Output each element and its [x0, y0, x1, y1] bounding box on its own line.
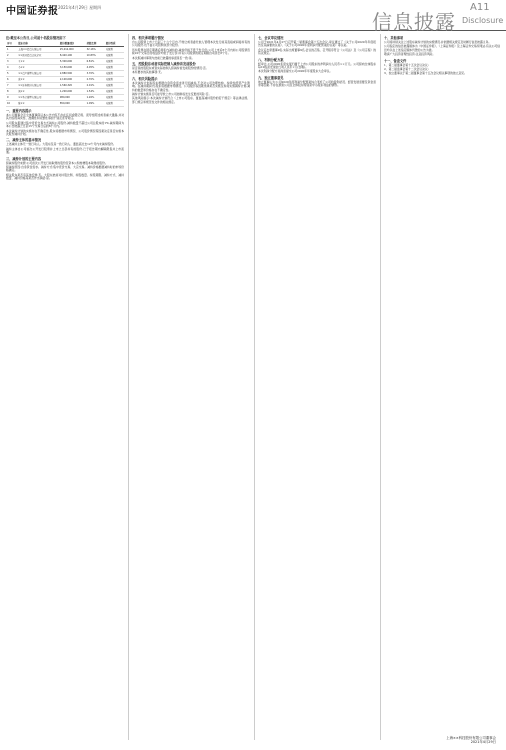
table-row — [6, 101, 124, 107]
table-header-cell: 股份性质 — [105, 41, 124, 47]
table-cell: 6 — [6, 77, 17, 83]
table-cell: 2.70% — [86, 77, 105, 83]
section-heading: 五、控股股东或者实际控制人减持首发前股份 — [132, 62, 196, 67]
body-paragraph: 2、第二届监事会第十二次会议决议; — [384, 67, 429, 72]
table-cell: 3 — [6, 59, 17, 65]
body-paragraph: 敬请广大投资者理性投资,注意投资风险。 — [384, 52, 436, 57]
body-paragraph: 减持计划实施是否可能导致上市公司控制权发生变更的风险:否。 — [132, 92, 212, 97]
table-cell: 5 — [6, 71, 17, 77]
table-header-cell: 股份数量(股) — [59, 41, 86, 47]
body-paragraph: 自公司股票上市之日起三十六个月内,不转让或者委托他人管理本次发行前其直接或间接持有的公司股份,也不由公司回购该部分股份。 — [132, 40, 250, 48]
table-cell: 无限售 — [105, 77, 124, 83]
body-paragraph: 独立董事认为:公司2020年度利润分配预案综合考虑了公司的盈利状况、经营发展需要及资金需求等因素,不存在损害公司及全体股东特别是中小股东利益的情形。 — [258, 79, 376, 88]
table-cell: 2,880,500 — [59, 71, 86, 77]
body-paragraph: 本次减持计划系股东根据自身资金需求进行的减持,不会对公司治理结构、持续性经营产生影响。在减持期间内,股东将根据市场情况、公司股价等因素选择是否实施及如何实施减持计划,减持的数量和价格存在不确定性。 — [132, 80, 250, 92]
table-cell: 无限售 — [105, 89, 124, 95]
table-cell: 4.05% — [86, 65, 105, 71]
table-cell: 无限售 — [105, 47, 124, 53]
body-paragraph: 会议应出席董事9名,实际出席董事9名,会议的召集、召开程序符合《公司法》及《公司章程》的有关规定。 — [258, 47, 376, 56]
body-paragraph: 公司指定的信息披露媒体为《中国证券报》、《上海证券报》及上海证券交易所网站,有关公司信息均以在上述指定媒体刊登的公告为准。 — [384, 44, 500, 52]
section-heading: 十、其他事项 — [384, 36, 404, 40]
body-paragraph: 拟减持股份来源:公司首次公开发行前取得的股份及资本公积转增股本取得的股份。 — [6, 160, 108, 165]
table-cell: 3.70% — [86, 71, 105, 77]
section-heading: 六、相关风险提示 — [132, 76, 158, 81]
table-cell: 9 — [6, 95, 17, 101]
table-cell: 刘×× — [17, 89, 59, 95]
body-paragraph: 1、第二届董事会第十五次会议决议; — [384, 62, 429, 67]
column-divider — [380, 34, 381, 740]
table-cell: 无限售 — [105, 53, 124, 59]
table-cell: 4 — [6, 65, 17, 71]
table-cell: 32.16% — [86, 47, 105, 53]
body-paragraph: 其他风险提示:本次减持计划符合《上市公司股东、董监高减持股份的若干规定》等法律法规、部门规章和规范性文件的相关规定。 — [132, 96, 250, 104]
column-3-text — [258, 36, 376, 88]
table-cell: 1.26% — [86, 95, 105, 101]
table-cell: 850,000 — [59, 101, 86, 107]
shareholder-table — [6, 41, 124, 107]
table-title: 注:截至本公告日,公司前十名股东情况如下 — [6, 36, 66, 40]
table-cell: 陈×× — [17, 101, 59, 107]
body-paragraph: 本次利润分配方案尚需提交公司2020年年度股东大会审议。 — [258, 69, 333, 74]
column-2 — [132, 34, 250, 740]
table-cell: 3,150,000 — [59, 65, 86, 71]
body-paragraph: 拟减持原因:自身资金需求。减持方式:集中竞价交易、大宗交易。减持价格根据减持时的市场价格确定。 — [6, 165, 124, 173]
table-cell: ××证券股份有限公司 — [17, 83, 59, 89]
table-cell: 上海××投资有限公司 — [17, 47, 59, 53]
section-heading: 三、减持计划的主要内容 — [6, 156, 42, 161]
table-body — [6, 47, 124, 107]
table-cell: ××创业投资合伙企业 — [17, 53, 59, 59]
section-heading: 九、独立董事意见 — [258, 75, 284, 80]
column-divider — [254, 34, 255, 740]
body-paragraph: 本次减持计划的实施存在不确定性,股东将根据市场情况、公司股价情况等因素决定是否实施本次股份减持计划。 — [6, 128, 124, 137]
body-paragraph: 所持股票在锁定期满后两年内减持的,减持价格不低于发行价;公司上市后6个月内如公司股票连续20个交易日的收盘价均低于发行价,持有公司股票的锁定期限自动延长6个月。 — [132, 47, 250, 56]
notice-footer — [446, 736, 496, 744]
table-cell: ××资产管理有限公司 — [17, 71, 59, 77]
table-cell: 无限售 — [105, 101, 124, 107]
section-heading: 八、利润分配方案 — [258, 57, 284, 62]
page-number: A11 — [470, 2, 490, 13]
body-paragraph: 公司股东拟通过集中竞价交易方式减持公司股份,减持数量不超过公司总股本的1%,减持期间为本公告披露之日起15个交易日后的6个月内。 — [6, 120, 124, 129]
table-cell: 10 — [6, 101, 17, 107]
table-cell: 张×× — [17, 77, 59, 83]
column-divider — [128, 34, 129, 740]
table-cell: 1,560,320 — [59, 83, 86, 89]
column-2-text — [132, 36, 250, 104]
table-cell: 无限售 — [105, 83, 124, 89]
section-title: 信息披露 — [372, 10, 456, 34]
table-cell: 1.09% — [86, 101, 105, 107]
body-paragraph: 相关股东是否有其他安排:否。大股东此前对持股比例、持股数量、持股期限、减持方式、减持数量、减持价格等是否作出承诺:是。 — [6, 172, 124, 181]
table-cell: 5,300,000 — [59, 59, 86, 65]
table-cell: 980,000 — [59, 95, 86, 101]
table-header-cell: 股东名称 — [17, 41, 59, 47]
table-cell: 25,012,000 — [59, 47, 86, 53]
table-cell: 无限售 — [105, 71, 124, 77]
table-cell: 6.81% — [86, 59, 105, 65]
column-3 — [258, 34, 376, 740]
table-cell: 王×× — [17, 59, 59, 65]
footer-company: 上海××科技股份有限公司董事会 — [446, 735, 496, 740]
section-heading: 十一、备查文件 — [384, 58, 407, 63]
table-cell: 10.83% — [86, 53, 105, 59]
footer-date: 2021年4月29日 — [470, 739, 496, 744]
column-1 — [6, 34, 124, 740]
masthead — [0, 0, 506, 34]
body-paragraph: 经审计,公司2020年度实现归属于上市公司股东的净利润为人民币××万元。公司拟向全体股东每10股派发现金红利人民币×元(含税)。 — [258, 61, 376, 70]
table-cell: 8 — [6, 89, 17, 95]
table-header-cell: 序号 — [6, 41, 17, 47]
table-cell: 2 — [6, 53, 17, 59]
table-cell: 2.01% — [86, 83, 105, 89]
table-cell: 1.54% — [86, 89, 105, 95]
body-paragraph: 本次拟减持事项与此前已披露的承诺是否一致:是。 — [132, 55, 195, 60]
body-paragraph: 3、独立董事关于第二届董事会第十五次会议相关事项的独立意见。 — [384, 71, 467, 76]
section-heading: 二、减持主体的基本情况 — [6, 138, 42, 143]
table-cell: 8,420,100 — [59, 53, 86, 59]
table-cell: 无限售 — [105, 95, 124, 101]
body-paragraph: 本公司董事会及全体董事保证本公告内容不存在任何虚假记载、误导性陈述或者重大遗漏,并对其内容的真实性、准确性和完整性承担个别及连带责任。 — [6, 113, 124, 121]
body-paragraph: 减持主体自公司首次公开发行股票并上市之日起持有的股份,已于报告期内解除限售并上市流通。 — [6, 146, 124, 155]
body-paragraph: 本所要求的其他事项:无。 — [132, 70, 164, 75]
column-1-text — [6, 109, 124, 181]
body-paragraph: 公司于2021年4月27日召开第二届董事会第十五次会议,审议通过了《关于公司2020年年度报告及其摘要的议案》、《关于公司2020年度利润分配预案的议案》等议案。 — [258, 40, 376, 48]
table-cell: 无限售 — [105, 59, 124, 65]
table-cell: 2,100,000 — [59, 77, 86, 83]
column-4 — [384, 34, 500, 694]
column-4-text — [384, 36, 500, 76]
table-cell: 无限售 — [105, 65, 124, 71]
section-title-en: Disclosure — [462, 16, 504, 25]
table-cell: 1,200,000 — [59, 89, 86, 95]
issue-info: 2021年4月29日 星期四 — [58, 5, 102, 10]
table-cell: 1 — [6, 47, 17, 53]
body-paragraph: 是否是控股股东或者实际控制人拟减持首发前股份的情况:否。 — [132, 66, 209, 71]
table-header-cell: 持股比例 — [86, 41, 105, 47]
table-cell: ××基金管理有限公司 — [17, 95, 59, 101]
body-paragraph: 上述减持主体无一致行动人。大股东及其一致行动人、董监高过去12个月内未减持股份。 — [6, 142, 116, 147]
table-cell: 李×× — [17, 65, 59, 71]
section-heading: 七、会议审议情况 — [258, 36, 284, 40]
newspaper-name: 中国证券报 — [6, 6, 59, 17]
table-cell: 7 — [6, 83, 17, 89]
section-heading: 一、重要内容提示 — [6, 109, 32, 113]
section-heading: 四、相关承诺履行情况 — [132, 36, 164, 40]
body-paragraph: 公司将持续关注上述股东减持计划的实施情况,并依据相关规定及时履行信息披露义务。 — [384, 40, 492, 44]
